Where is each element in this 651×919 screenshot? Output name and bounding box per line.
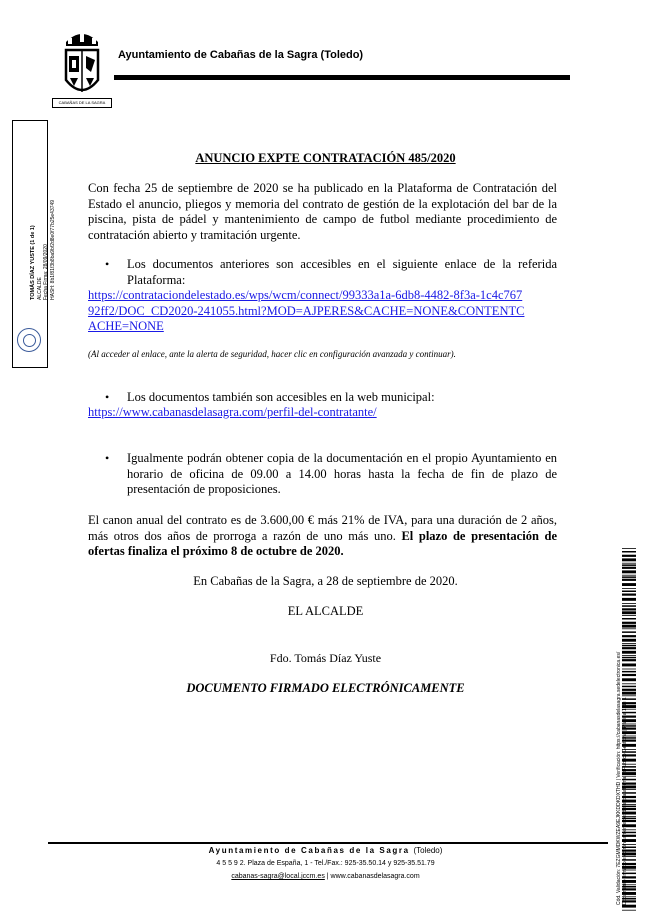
- security-note: (Al acceder al enlace, ante la alerta de seguridad, hacer clic en configuración avanzada y continuar).: [88, 349, 456, 359]
- seal-icon: [17, 328, 41, 352]
- stamp-date: Fecha Firma: 28/09/2020: [43, 244, 49, 300]
- deadline-text: El plazo de presentación de ofertas finaliza el próximo 8 de octubre de 2020.: [88, 528, 557, 558]
- intro-paragraph: Con fecha 25 de septiembre de 2020 se ha publicado en la Plataforma de Contratación del Estado el anuncio, pliegos y memoria del contrato de gestión de la explotación del bar de la piscina, pista de pádel y mantenimiento de campo de futbol mediante procedimiento de contratación abierto y tramitación urgente.: [88, 181, 557, 242]
- canon-paragraph: [88, 513, 557, 560]
- barcode-bar: [622, 905, 636, 908]
- footer-email-link[interactable]: cabanas-sagra@local.jccm.es: [231, 873, 325, 880]
- stamp-signer: TOMÁS DÍAZ YUSTE (1 de 1): [30, 225, 36, 300]
- bullet-item: [105, 451, 557, 498]
- electronic-signature-notice: DOCUMENTO FIRMADO ELECTRÓNICAMENTE: [186, 681, 465, 695]
- header-organization: Ayuntamiento de Cabañas de la Sagra (Toledo): [118, 49, 364, 61]
- footer-separator: |: [326, 873, 331, 880]
- place-date: En Cabañas de la Sagra, a 28 de septiembre de 2020.: [193, 574, 458, 588]
- municipal-web-link[interactable]: https://www.cabanasdelasagra.com/perfil-del-contratante/: [88, 405, 377, 419]
- bullet-item: [105, 390, 557, 406]
- footer-organization: [0, 846, 651, 855]
- verification-line-1: Cód. Validación: 7EZGMMDKWZEA9EJKKDDKDXTHD | Verificación: https://cabanasdelasagra.sedelectronica.es/: [616, 651, 622, 905]
- signer-name: Fdo. Tomás Díaz Yuste: [269, 651, 382, 665]
- coat-of-arms-icon: [58, 24, 106, 102]
- document-title: ANUNCIO EXPTE CONTRATACIÓN 485/2020: [195, 151, 456, 165]
- barcode-bar: [622, 910, 636, 911]
- bullet-item: [105, 257, 557, 288]
- header-divider: [114, 75, 570, 80]
- bullet-text: Los documentos anteriores son accesibles en el siguiente enlace de la referida Plataforma:: [127, 257, 557, 287]
- bullet-text: Igualmente podrán obtener copia de la documentación en el propio Ayuntamiento en horario de oficina de 09.00 a 14.00 horas hasta la fecha de fin de plazo de presentación de proposiciones.: [127, 451, 557, 496]
- footer-web-link[interactable]: www.cabanasdelasagra.com: [330, 873, 420, 880]
- stamp-role: ALCALDE: [36, 277, 43, 300]
- bullet-icon: •: [105, 451, 110, 465]
- bullet-icon: •: [105, 257, 110, 271]
- bullet-text: Los documentos también son accesibles en la web municipal:: [127, 390, 435, 404]
- bullet-icon: •: [105, 390, 110, 404]
- crest-ribbon: CABAÑAS DE LA SAGRA: [52, 98, 112, 108]
- signature-stamp-text: [30, 120, 56, 300]
- contratacion-link[interactable]: https://contrataciondelestado.es/wps/wcm/connect/99333a1a-6db8-4482-8f3a-1c4c76792ff2/DOC_CD2020-241055.html?MOD=AJPERES&CACHE=NONE&CONTENTCACHE=NONE: [88, 288, 525, 333]
- verification-line-2: Documento firmado electrónicamente desde la plataforma esPublico Gestiona | Página 1 de 1: [622, 697, 628, 905]
- footer-org-suffix: (Toledo): [413, 846, 443, 855]
- signer-title: EL ALCALDE: [287, 604, 364, 618]
- stamp-hash: HASH: 8b1f81f3b8ba9bf2d8e0f77b25e43749: [49, 199, 56, 300]
- footer-address: 4 5 5 9 2. Plaza de España, 1 - Tel./Fax.: 925-35.50.14 y 925-35.51.79: [216, 860, 435, 867]
- footer-contact: [0, 873, 651, 880]
- footer-org-name: Ayuntamiento de Cabañas de la Sagra: [208, 846, 410, 855]
- footer-divider: [48, 842, 608, 844]
- verification-text: [616, 545, 628, 905]
- canon-text: El canon anual del contrato es de 3.600,00 € más 21% de IVA, para una duración de 2 años, más otros dos años de prorroga a razón de uno más uno.: [88, 513, 557, 543]
